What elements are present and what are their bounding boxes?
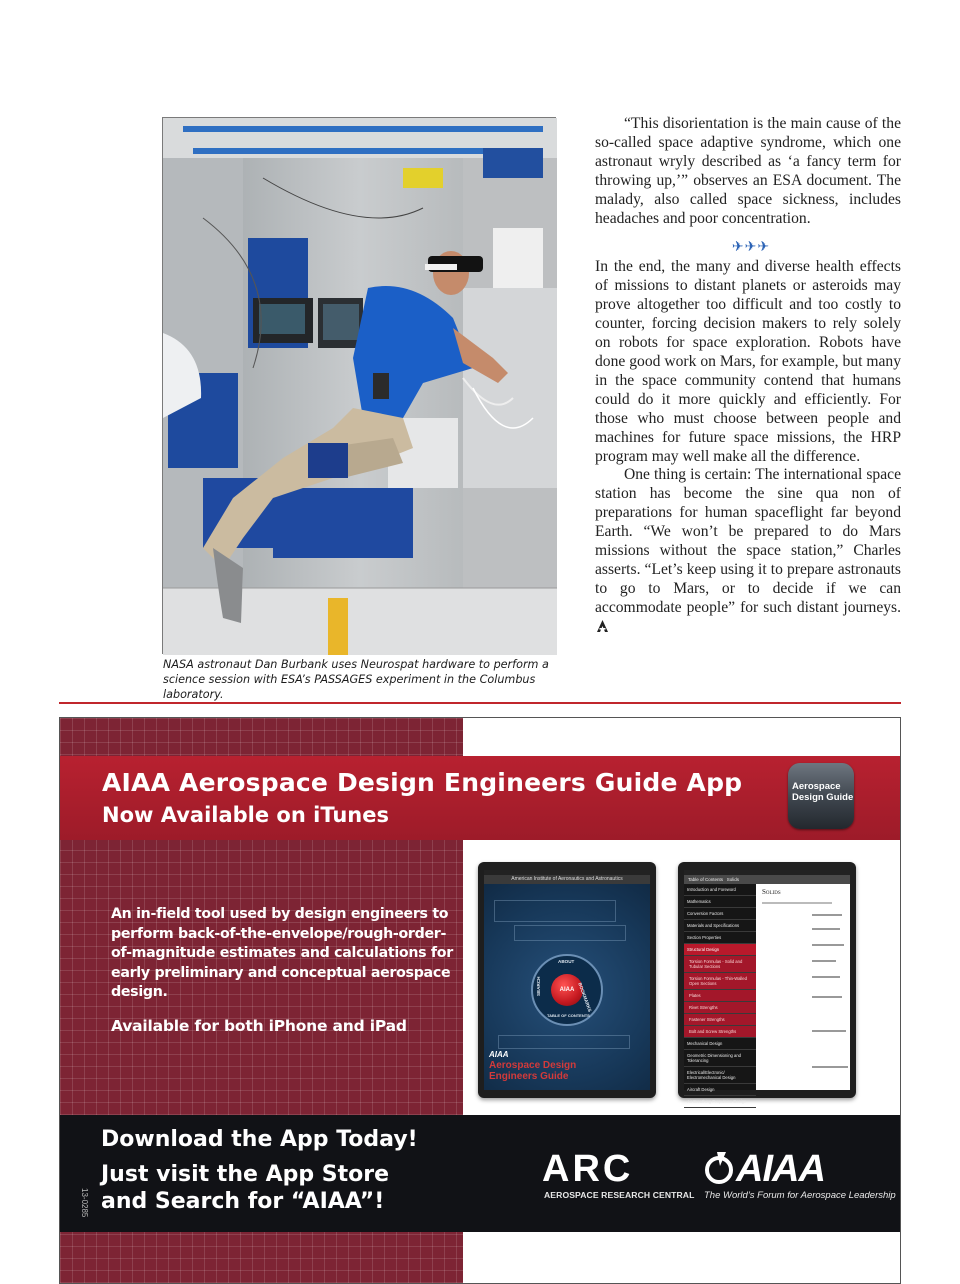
toc-item[interactable]: Rivet Strengths — [684, 1002, 756, 1014]
phone-home-aiaa-logo: AIAA — [489, 1050, 509, 1059]
formula-mark — [812, 976, 840, 978]
toc-list — [684, 884, 756, 1104]
article-paragraph-1: “This disorientation is the main cause of the so-called space adaptive syndrome, which one astronaut wryly described as ‘a fancy term for throwing up,’” observes an ESA document. The malady, also called space sickness, includes headaches and poor concentration. — [595, 115, 901, 227]
dial-table-of-contents[interactable]: TABLE OF CONTENTS — [547, 1013, 590, 1018]
ad-description: An in-field tool used by design engineers to perform back-of-the-envelope/rough-order-of-magnitude estimates and calculations for early preliminary and conceptual aerospace design. — [111, 906, 453, 1000]
content-line — [762, 902, 832, 904]
toc-header-tab[interactable]: Solids — [726, 877, 740, 882]
app-icon[interactable] — [788, 763, 854, 829]
toc-item[interactable]: Mathematics — [684, 896, 756, 908]
advertisement[interactable] — [59, 717, 901, 1284]
dial-search[interactable]: SEARCH — [536, 976, 541, 996]
app-icon-label-1: Aerospace — [792, 781, 841, 792]
toc-item[interactable]: Fastener Strengths — [684, 1014, 756, 1026]
ad-download-line-3: and Search for “AIAA”! — [101, 1189, 385, 1214]
blueprint-sketch — [514, 925, 626, 941]
phone-screenshot-toc — [678, 862, 856, 1104]
ad-code — [80, 1188, 89, 1200]
toc-item[interactable]: Torsion Formulas - Thin-Walled Open Sections — [684, 973, 756, 990]
toc-item[interactable]: Torsion Formulas - Solid and Tubular Sections — [684, 956, 756, 973]
toc-item[interactable]: Aircraft Design — [684, 1084, 756, 1096]
toc-item[interactable]: Electrical/Electronic/ Electromechanical Design — [684, 1067, 756, 1084]
toc-item[interactable]: Structural Design — [684, 944, 756, 956]
ad-download-heading: Download the App Today! — [101, 1127, 418, 1152]
article-paragraph-2: In the end, the many and diverse health effects of missions to distant planets or asteroids may prove altogether too difficult and too costly to counter, forcing decision makers to rely solely on robots for space exploration. Robots have done good work on Mars, for example, but many in the space community contend that humans could do it more quickly and efficiently. For those who must choose between people and machines for future space missions, the HRP program may well make all the difference. — [595, 258, 901, 465]
blueprint-sketch — [494, 900, 616, 922]
phone-toc-screen — [684, 870, 850, 1104]
phone-home-screen — [484, 870, 650, 1090]
ad-title: AIAA Aerospace Design Engineers Guide App — [102, 768, 743, 797]
toc-item[interactable]: Air Breathing Propulsion Design — [684, 1096, 756, 1108]
phone-toc-header — [684, 875, 850, 884]
toc-header-title: Table of Contents — [688, 877, 724, 882]
aiaa-swoosh-icon — [704, 1150, 736, 1184]
navigation-dial[interactable] — [531, 954, 603, 1026]
astronaut-illustration — [163, 118, 557, 655]
toc-item[interactable]: Geometric Dimensioning and Tolerancing — [684, 1050, 756, 1067]
ad-download-line-2: Just visit the App Store — [101, 1162, 389, 1187]
end-mark-icon — [597, 620, 608, 632]
formula-mark — [812, 914, 842, 916]
dial-center-button[interactable]: AIAA — [551, 974, 583, 1006]
toc-item[interactable]: Plates — [684, 990, 756, 1002]
astronaut-photo — [162, 117, 556, 654]
ad-availability: Available for both iPhone and iPad — [111, 1017, 407, 1035]
toc-item[interactable]: Introduction and Foreword — [684, 884, 756, 896]
phone-home-brand — [489, 1049, 576, 1082]
solids-title: Solids — [762, 888, 781, 896]
phone-screenshot-home — [478, 862, 656, 1098]
formula-mark — [812, 1066, 848, 1068]
arc-logo[interactable]: ARC — [542, 1148, 634, 1190]
formula-mark — [812, 1030, 846, 1032]
formula-mark — [812, 960, 836, 962]
toc-item[interactable]: Section Properties — [684, 932, 756, 944]
toc-item[interactable]: Materials and Specifications — [684, 920, 756, 932]
ad-subtitle: Now Available on iTunes — [102, 803, 389, 827]
blueprint-sketch — [498, 1035, 630, 1049]
phone-home-header: American Institute of Aeronautics and Astronautics — [484, 875, 650, 884]
aiaa-tagline: The World’s Forum for Aerospace Leadership — [704, 1190, 896, 1201]
dial-about[interactable]: ABOUT — [558, 959, 575, 964]
photo-caption: NASA astronaut Dan Burbank uses Neurospat hardware to perform a science session with ESA’s PASSAGES experiment in the Columbus laboratory. — [163, 658, 549, 701]
dial-bookmarks[interactable]: BOOKMARKS — [577, 982, 593, 1013]
aiaa-logo[interactable]: AIAA — [736, 1148, 825, 1190]
article-paragraph-3: One thing is certain: The international space station has become the sine qua non of preparations for human spaceflight far beyond Earth. “We won’t be prepared to do Mars missions without the space station,” Charles asserts. “Let’s keep using it to prepare astronauts to go to Mars, or to decide if we can accommodate people” for such distant journeys. — [595, 466, 901, 616]
formula-mark — [812, 996, 842, 998]
ad-download-instructions — [101, 1161, 389, 1215]
toc-item[interactable]: Mechanical Design — [684, 1038, 756, 1050]
toc-item[interactable]: Bolt and Screw Strengths — [684, 1026, 756, 1038]
app-icon-label-2: Design Guide — [792, 792, 854, 803]
divider-rule — [59, 702, 901, 704]
arc-subtitle: AEROSPACE RESEARCH CENTRAL — [544, 1190, 695, 1200]
formula-mark — [812, 944, 844, 946]
phone-home-brand-line-1: Aerospace Design — [489, 1060, 577, 1071]
phone-home-brand-line-2: Engineers Guide — [489, 1071, 569, 1082]
toc-item[interactable]: Conversion Factors — [684, 908, 756, 920]
article-column — [595, 115, 901, 637]
formula-mark — [812, 928, 840, 930]
section-separator: ✈✈✈ — [731, 240, 771, 256]
